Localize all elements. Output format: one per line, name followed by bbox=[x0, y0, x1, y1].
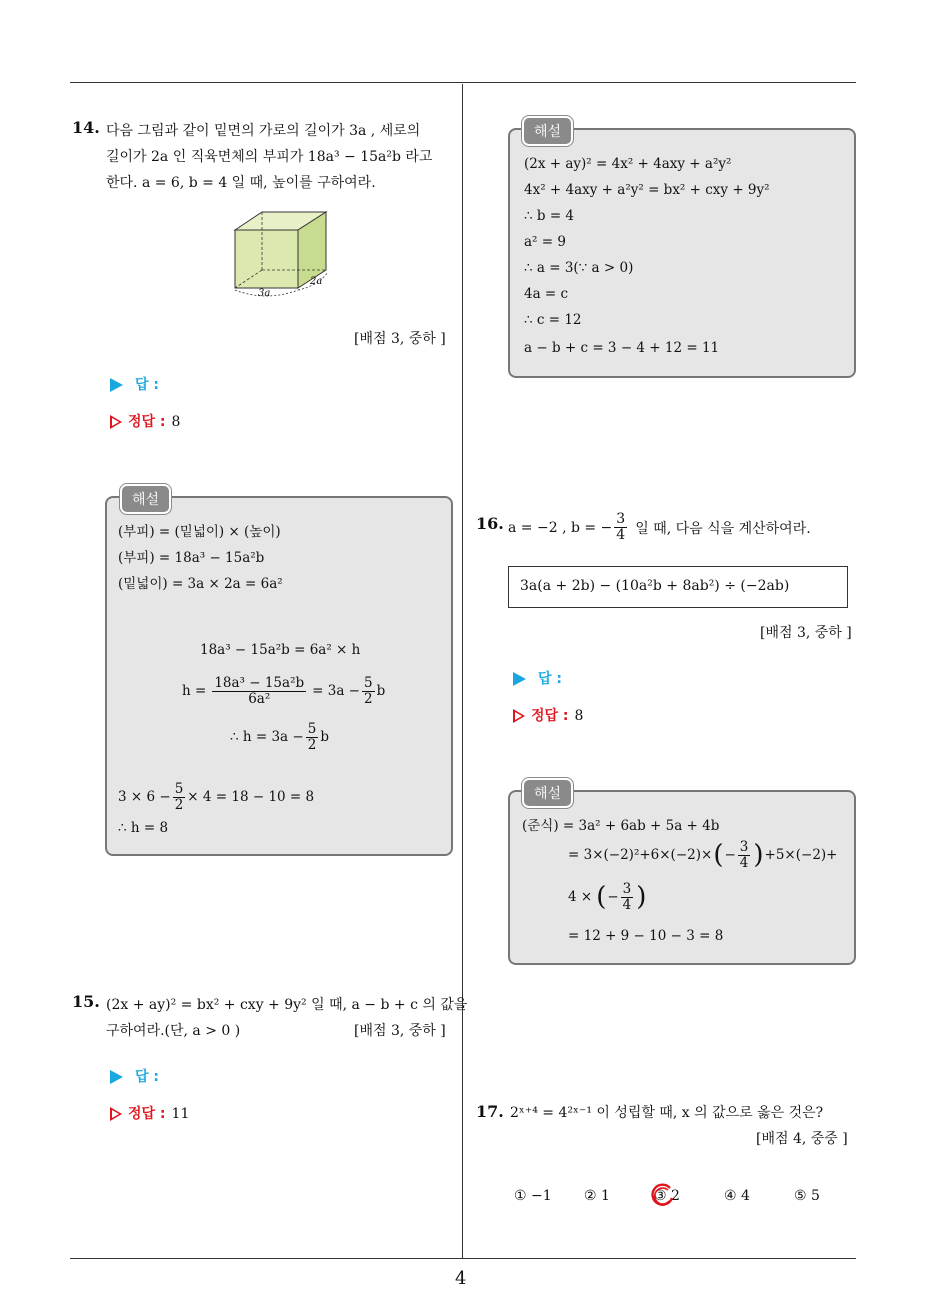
choice-2[interactable]: ② 1 bbox=[584, 1188, 610, 1204]
q15-sol-line: ∴ b = 4 bbox=[524, 208, 575, 224]
q14-sol-calc-line: 3 × 6 − $\frac{5}{2}$ × 4 = 18 − 10 = 8 bbox=[118, 781, 315, 813]
q14-sol-line: (부피) = (밑넓이) × (높이) bbox=[118, 524, 281, 540]
q16-score: [배점 3, 중하 ] bbox=[760, 625, 852, 641]
fig-label-width: 3a bbox=[258, 288, 271, 299]
outline-triangle-icon bbox=[110, 415, 122, 429]
choice-3[interactable]: ③ 2 bbox=[654, 1188, 680, 1204]
q14-sol-line: (부피) = 18a³ − 15a²b bbox=[118, 550, 265, 566]
q14-text-line3: 한다. a = 6, b = 4 일 때, 높이를 구하여라. bbox=[106, 175, 376, 191]
fig-label-depth: 2a bbox=[310, 276, 323, 287]
marked-answer-circle-icon bbox=[648, 1182, 676, 1210]
q15-score: [배점 3, 중하 ] bbox=[354, 1023, 446, 1039]
choice-4[interactable]: ④ 4 bbox=[724, 1188, 750, 1204]
q15-text-line1: (2x + ay)² = bx² + cxy + 9y² 일 때, a − b + c 의 값을 bbox=[106, 997, 468, 1013]
bottom-rule bbox=[70, 1258, 856, 1259]
q14-text-line1: 다음 그림과 같이 밑면의 가로의 길이가 3a , 세로의 bbox=[106, 123, 421, 139]
q14-sol-line: (밑넓이) = 3a × 2a = 6a² bbox=[118, 576, 283, 592]
q14-correct-answer: 정답 : 8 bbox=[110, 411, 180, 431]
q14-answer-prompt[interactable]: 답 : bbox=[110, 374, 159, 394]
q14-sol-line: 18a³ − 15a²b = 6a² × h bbox=[200, 642, 361, 658]
q15-sol-line: 4a = c bbox=[524, 286, 569, 302]
choice-1[interactable]: ① −1 bbox=[514, 1188, 552, 1204]
q17-score: [배점 4, 중중 ] bbox=[756, 1131, 848, 1147]
q15-number: 15. bbox=[72, 992, 100, 1011]
q15-sol-line: 4x² + 4axy + a²y² = bx² + cxy + 9y² bbox=[524, 182, 770, 198]
q16-number: 16. bbox=[476, 514, 504, 533]
q14-sol-result-line: ∴ h = 3a − $\frac{5}{2}$ b bbox=[230, 721, 329, 753]
choice-5[interactable]: ⑤ 5 bbox=[794, 1188, 820, 1204]
q16-sol-line: = 12 + 9 − 10 − 3 = 8 bbox=[568, 928, 724, 944]
q16-answer-prompt[interactable]: 답 : bbox=[513, 668, 562, 688]
q15-solution-tag: 해설 bbox=[522, 116, 573, 146]
q15-sol-line: a² = 9 bbox=[524, 234, 566, 250]
column-divider bbox=[462, 84, 463, 1258]
q14-text-line2: 길이가 2a 인 직육면체의 부피가 18a³ − 15a²b 라고 bbox=[106, 149, 433, 165]
q15-sol-line: a − b + c = 3 − 4 + 12 = 11 bbox=[524, 340, 720, 356]
outline-triangle-icon bbox=[513, 709, 525, 723]
q15-sol-line: (2x + ay)² = 4x² + 4axy + a²y² bbox=[524, 156, 732, 172]
q15-correct-answer: 정답 : 11 bbox=[110, 1103, 189, 1123]
q15-sol-line: ∴ c = 12 bbox=[524, 312, 582, 328]
q16-sol-line2: = 3×(−2)²+6×(−2)× ( − $\frac{3}{4}$ ) +5×(−2)+ bbox=[568, 839, 838, 871]
top-rule bbox=[70, 82, 856, 83]
q16-correct-answer: 정답 : 8 bbox=[513, 705, 583, 725]
outline-triangle-icon bbox=[110, 1107, 122, 1121]
q16-sol-line3: 4 × ( − $\frac{3}{4}$ ) bbox=[568, 881, 647, 913]
q16-solution-tag: 해설 bbox=[522, 778, 573, 808]
play-icon bbox=[513, 672, 526, 686]
q16-text-line1: a = −2 , b = − $\frac{3}{4}$ 일 때, 다음 식을 계산하여라. bbox=[508, 511, 811, 544]
q17-text-line1: 2ˣ⁺⁴ = 4²ˣ⁻¹ 이 성립할 때, x 의 값으로 옳은 것은? bbox=[510, 1105, 824, 1121]
q14-solution-tag: 해설 bbox=[120, 484, 171, 514]
q14-sol-fraction-line: h = $\frac{\text{18a³ − 15a²b}}{\text{6a²}}$ = 3a − $\frac{5}{2}$ b bbox=[182, 675, 386, 707]
q14-number: 14. bbox=[72, 118, 100, 137]
play-icon bbox=[110, 1070, 123, 1084]
q15-text-line2: 구하여라.(단, a > 0 ) bbox=[106, 1023, 241, 1039]
q14-sol-line: ∴ h = 8 bbox=[118, 820, 169, 836]
q15-answer-prompt[interactable]: 답 : bbox=[110, 1066, 159, 1086]
q17-number: 17. bbox=[476, 1102, 504, 1121]
play-icon bbox=[110, 378, 123, 392]
q15-sol-line: ∴ a = 3(∵ a > 0) bbox=[524, 260, 634, 276]
q16-sol-line: (준식) = 3a² + 6ab + 5a + 4b bbox=[522, 818, 720, 834]
page-number: 4 bbox=[455, 1268, 467, 1289]
q16-formula: 3a(a + 2b) − (10a²b + 8ab²) ÷ (−2ab) bbox=[520, 578, 790, 594]
q14-score: [배점 3, 중하 ] bbox=[354, 331, 446, 347]
cuboid-figure bbox=[226, 206, 338, 302]
